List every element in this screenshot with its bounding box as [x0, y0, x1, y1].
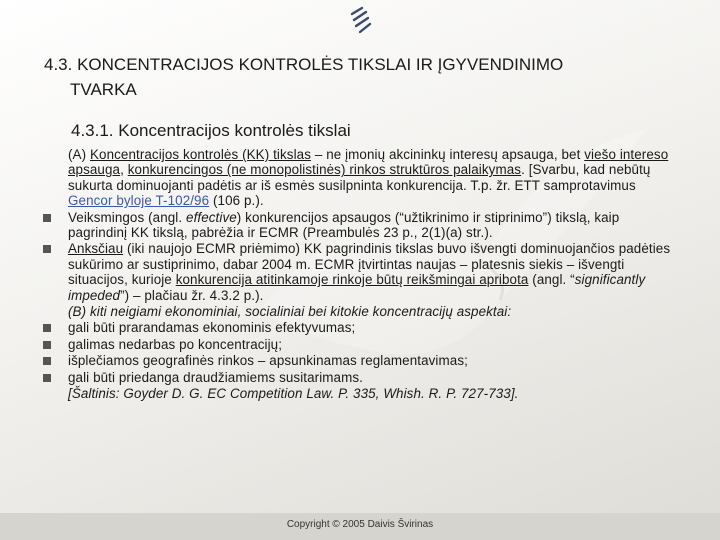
- content-body: [68, 147, 680, 403]
- footer-bar: [0, 513, 720, 540]
- title-line-1: 4.3. KONCENTRACIJOS KONTROLĖS TIKSLAI IR ĮGYVENDINIMO: [44, 55, 564, 74]
- bullet-efficiency-loss: gali būti prarandamas ekonominis efektyvumas;: [68, 320, 680, 335]
- copyright-text: Copyright © 2005 Daivis Švirinas: [286, 519, 434, 530]
- paragraph-other-aspects: (B) kiti neigiami ekonominiai, socialiniai bei kitokie koncentracijų aspektai:: [68, 304, 512, 320]
- bullet-prohibited-agreements: gali būti priedanga draudžiamiems susitarimams.: [68, 370, 680, 385]
- logo-icon: [348, 6, 372, 34]
- bullet-unemployment: galimas nedarbas po koncentracijų;: [68, 337, 680, 352]
- gencor-case-link[interactable]: Gencor byloje T-102/96: [68, 193, 210, 209]
- bullet-geographic-markets: išplečiamos geografinės rinkos – apsunkinamas reglamentavimas;: [68, 353, 680, 368]
- bullet-previous-goal: Anksčiau (iki naujojo ECMR priėmimo) KK pagrindinis tikslas buvo išvengti dominuojančios padėties sukūrimo ar sustiprinimo, dabar 2004 m. ECMR įtvirtintas naujas – platesnis siekis – išvengti situacijos, kurioje konkurencija atitinkamoje rinkoje būtų reikšmingai apribota (angl. “significantly impeded”) – plačiau žr. 4.3.2 p.).: [68, 241, 680, 303]
- page-title: [44, 52, 684, 102]
- bullet-effective-competition: Veiksmingos (angl. effective) konkurencijos apsaugos (“užtikrinimo ir stiprinimo”) tikslą, kaip pagrindinį KK tikslą, pabrėžia ir ECMR (Preambulės 23 p., 2(1)(a) str.).: [68, 210, 680, 241]
- paragraph-goal: (A) Koncentracijos kontrolės (KK) tikslas – ne įmonių akcininkų interesų apsauga, bet viešo intereso apsauga, konkurencingos (ne monopolistinės) rinkos struktūros palaikymas. [Svarbu, kad nebūtų sukurta dominuojanti padėtis ar iš esmės susilpninta konkurencija. T.p. žr. ETT samprotavimus Gencor byloje T-102/96 (106 p.).: [68, 147, 669, 209]
- source-citation: [Šaltinis: Goyder D. G. EC Competition Law. P. 335, Whish. R. P. 727-733].: [68, 386, 519, 402]
- section-subtitle: 4.3.1. Koncentracijos kontrolės tikslai: [71, 121, 351, 140]
- title-line-2: TVARKA: [70, 80, 137, 99]
